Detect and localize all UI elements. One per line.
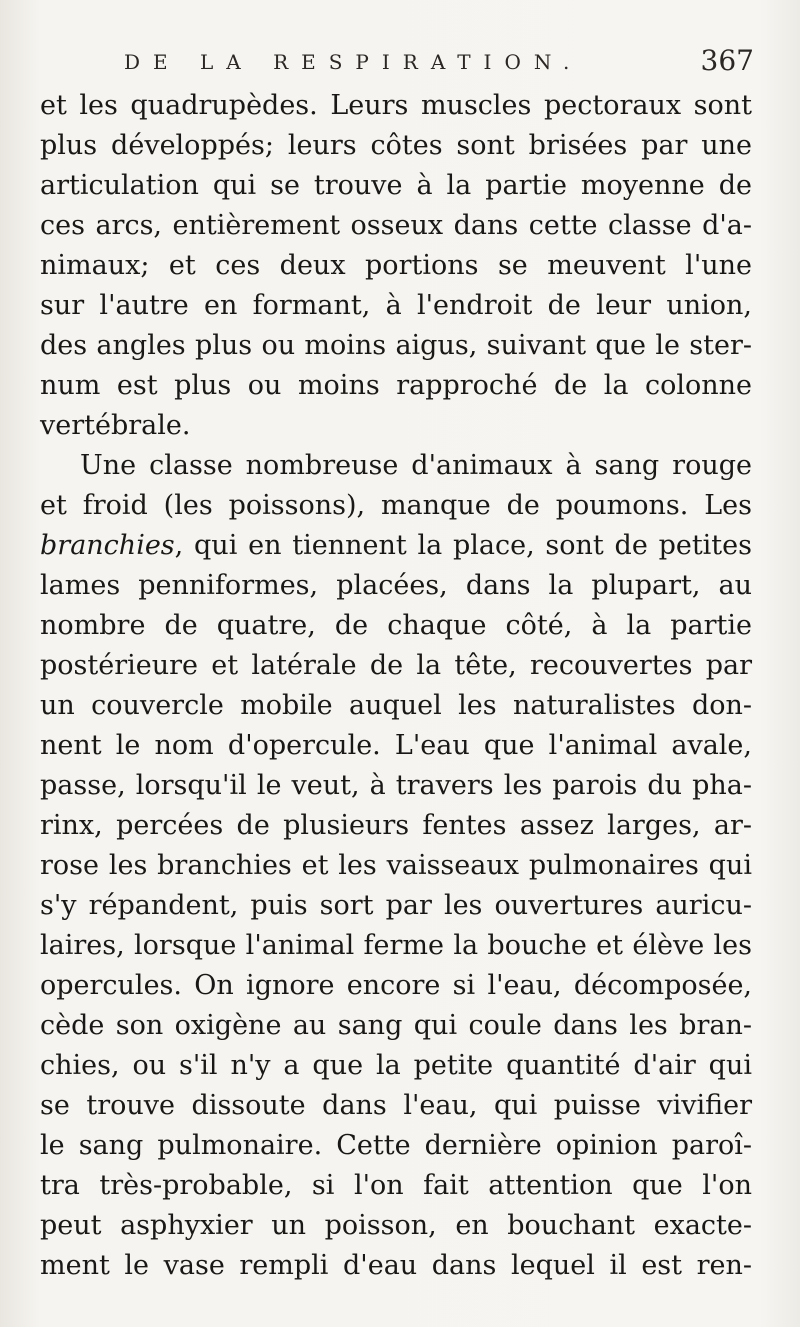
text-line: lames penniformes, placées, dans la plupart, au (40, 570, 752, 601)
text-line: articulation qui se trouve à la partie moyenne de (40, 170, 752, 201)
text-line: s'y répandent, puis sort par les ouvertures auricu- (40, 890, 752, 921)
text-line: ces arcs, entièrement osseux dans cette classe d'a- (40, 210, 752, 241)
text-line: passe, lorsqu'il le veut, à travers les parois du pha- (40, 770, 752, 801)
text-line: chies, ou s'il n'y a que la petite quantité d'air qui (40, 1050, 752, 1081)
body-text (40, 86, 752, 1286)
text-line: postérieure et latérale de la tête, recouvertes par (40, 650, 752, 681)
text-line: et froid (les poissons), manque de poumons. Les (40, 490, 752, 521)
text-line: peut asphyxier un poisson, en bouchant exacte- (40, 1210, 752, 1241)
text-line: nent le nom d'opercule. L'eau que l'animal avale, (40, 730, 752, 761)
paragraph-1 (40, 86, 752, 446)
text-line: nombre de quatre, de chaque côté, à la partie (40, 610, 752, 641)
text-line: tra très-probable, si l'on fait attention que l'on (40, 1170, 752, 1201)
text-line (40, 526, 752, 566)
text-line: rinx, percées de plusieurs fentes assez larges, ar- (40, 810, 752, 841)
text-line: cède son oxigène au sang qui coule dans les bran- (40, 1010, 752, 1041)
text-fragment: , qui en tiennent la place, sont de petites (174, 530, 752, 561)
page-number: 367 (700, 44, 754, 77)
text-line: opercules. On ignore encore si l'eau, décomposée, (40, 970, 752, 1001)
text-line: sur l'autre en formant, à l'endroit de leur union, (40, 290, 752, 321)
text-line: rose les branchies et les vaisseaux pulmonaires qui (40, 850, 752, 881)
text-line: le sang pulmonaire. Cette dernière opinion paroî- (40, 1130, 752, 1161)
text-line: nimaux; et ces deux portions se meuvent l'une (40, 250, 752, 281)
text-line: un couvercle mobile auquel les naturalistes don- (40, 690, 752, 721)
paragraph-2 (40, 446, 752, 1286)
text-line: Une classe nombreuse d'animaux à sang rouge (80, 450, 752, 481)
text-line: des angles plus ou moins aigus, suivant que le ster- (40, 330, 752, 361)
running-head (40, 44, 760, 84)
text-line: et les quadrupèdes. Leurs muscles pectoraux sont (40, 90, 752, 121)
text-line: laires, lorsque l'animal ferme la bouche et élève les (40, 930, 752, 961)
text-line: num est plus ou moins rapproché de la colonne (40, 370, 752, 401)
text-line: ment le vase rempli d'eau dans lequel il est ren- (40, 1250, 752, 1281)
text-line: plus développés; leurs côtes sont brisées par une (40, 130, 752, 161)
text-line: se trouve dissoute dans l'eau, qui puisse vivifier (40, 1090, 752, 1121)
emphasized-term: branchies (40, 530, 175, 561)
running-title: DE LA RESPIRATION. (124, 50, 583, 74)
text-line: vertébrale. (40, 410, 191, 441)
